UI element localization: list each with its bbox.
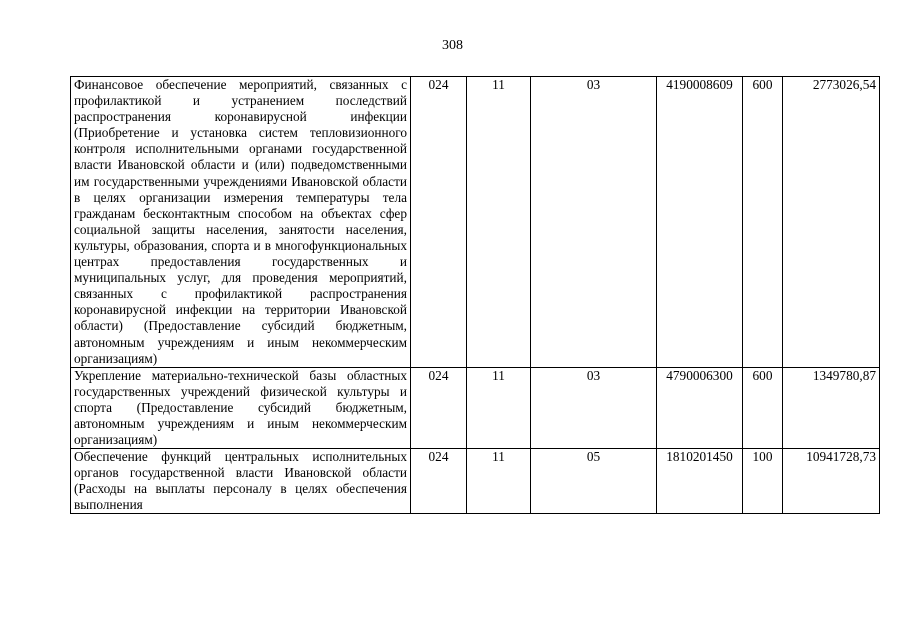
target-article-code: 4190008609 bbox=[657, 77, 743, 368]
target-article-code: 4790006300 bbox=[657, 367, 743, 448]
amount-value: 2773026,54 bbox=[783, 77, 880, 368]
expense-type-code: 600 bbox=[743, 367, 783, 448]
section-code: 11 bbox=[467, 367, 531, 448]
target-article-code: 1810201450 bbox=[657, 449, 743, 514]
ministry-code: 024 bbox=[411, 449, 467, 514]
ministry-code: 024 bbox=[411, 77, 467, 368]
section-code: 11 bbox=[467, 449, 531, 514]
row-description: Финансовое обеспечение мероприятий, связанных с профилактикой и устранением последствий распространения коронавирусной инфекции (Приобретение и установка систем тепловизионного контроля исполнительными органами государственной власти Ивановской области и (или) подведомственными им государственными учреждениями Ивановской области в целях организации измерения температуры тела гражданам бесконтактным способом на объектах сфер социальной защиты населения, занятости населения, культуры, образования, спорта и в многофункциональных центрах предоставления государственных и муниципальных услуг, для проведения мероприятий, связанных с профилактикой распространения коронавирусной инфекции на территории Ивановской области) (Предоставление субсидий бюджетным, автономным учреждениям и иным некоммерческим организациям) bbox=[71, 77, 411, 368]
amount-value: 1349780,87 bbox=[783, 367, 880, 448]
table-row bbox=[71, 77, 880, 368]
subsection-code: 03 bbox=[531, 77, 657, 368]
subsection-code: 03 bbox=[531, 367, 657, 448]
page-number: 308 bbox=[442, 38, 463, 53]
row-description: Обеспечение функций центральных исполнительных органов государственной власти Ивановской области (Расходы на выплаты персоналу в целях обеспечения выполнения bbox=[74, 449, 407, 513]
section-code: 11 bbox=[467, 77, 531, 368]
table-row bbox=[71, 367, 880, 448]
row-description-cell bbox=[71, 449, 411, 514]
amount-value: 10941728,73 bbox=[783, 449, 880, 514]
budget-table bbox=[70, 76, 880, 514]
subsection-code: 05 bbox=[531, 449, 657, 514]
table-row bbox=[71, 449, 880, 514]
ministry-code: 024 bbox=[411, 367, 467, 448]
expense-type-code: 600 bbox=[743, 77, 783, 368]
expense-type-code: 100 bbox=[743, 449, 783, 514]
row-description: Укрепление материально-технической базы областных государственных учреждений физической культуры и спорта (Предоставление субсидий бюджетным, автономным учреждениям и иным некоммерческим организациям) bbox=[71, 367, 411, 448]
